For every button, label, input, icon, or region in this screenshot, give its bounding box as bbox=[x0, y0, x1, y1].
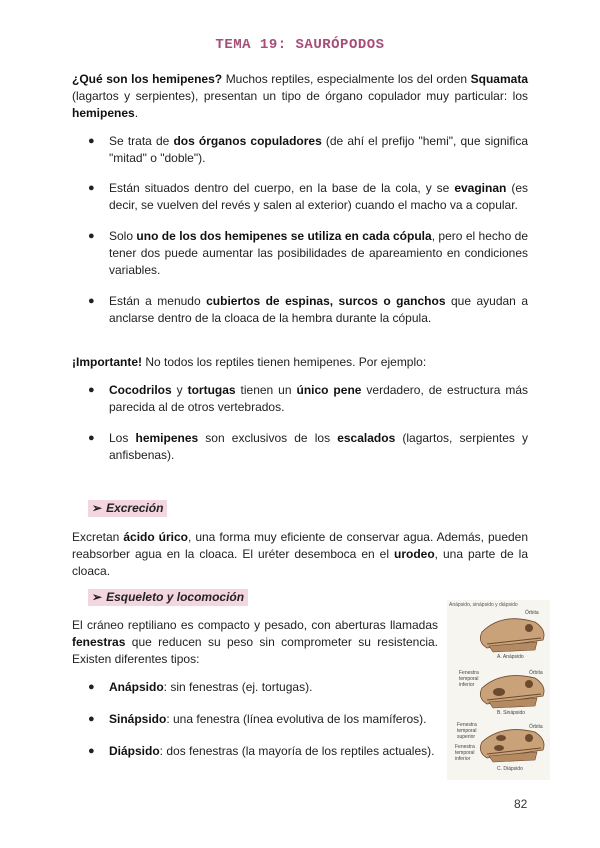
bullet-text: Se trata de bbox=[109, 134, 174, 148]
body-text: , una forma muy eficiente de conservar agua. Además, pueden reabsorber agua en la cloaca. El uréter desemboca en el bbox=[72, 530, 529, 561]
list-item bbox=[90, 293, 528, 327]
bullet-bold: Diápsido bbox=[109, 744, 160, 758]
figure-label: Fenestra temporal inferior bbox=[459, 670, 479, 688]
list-item bbox=[90, 382, 528, 416]
bullet-icon: ● bbox=[88, 182, 95, 194]
bullet-text: y bbox=[171, 383, 188, 397]
body-bold: urodeo bbox=[394, 547, 435, 561]
body-text: que reducen su peso sin comprometer su resistencia. Existen diferentes tipos: bbox=[72, 635, 438, 666]
bullet-icon: ● bbox=[88, 681, 95, 693]
bullet-text: Los bbox=[109, 431, 136, 445]
list-item bbox=[90, 711, 440, 728]
figure-label: Fenestra temporal inferior bbox=[455, 744, 475, 762]
bullet-icon: ● bbox=[88, 432, 95, 444]
bullet-text: Están situados dentro del cuerpo, en la base de la cola, y se bbox=[109, 181, 455, 195]
bullet-text: (lagartos, serpientes y anfisbenas). bbox=[109, 431, 529, 462]
anapsid-skull bbox=[480, 619, 544, 652]
bullet-bold: tortugas bbox=[187, 383, 236, 397]
body-text: El cráneo reptiliano es compacto y pesado, con aberturas llamadas bbox=[72, 618, 438, 632]
bullet-bold: uno de los dos hemipenes se utiliza en cada cópula bbox=[136, 229, 432, 243]
list-item bbox=[90, 679, 440, 696]
bullet-text: tienen un bbox=[235, 383, 297, 397]
figure-label: A. Anápsido bbox=[497, 654, 524, 660]
figure-label: C. Diápsido bbox=[497, 766, 523, 772]
arrow-icon: ➢ bbox=[92, 590, 103, 604]
bullet-text: : dos fenestras (la mayoría de los reptiles actuales). bbox=[159, 744, 435, 758]
bullet-icon: ● bbox=[88, 713, 95, 725]
list-item bbox=[90, 180, 528, 214]
page-title: TEMA 19: SAURÓPODOS bbox=[215, 37, 385, 53]
important-paragraph bbox=[72, 354, 528, 371]
figure-label: B. Sinápsido bbox=[497, 710, 526, 716]
section-label: Excreción bbox=[106, 501, 164, 515]
synapsid-skull bbox=[480, 676, 544, 708]
bullet-text: son exclusivos de los bbox=[198, 431, 338, 445]
bullet-bold: evaginan bbox=[454, 181, 507, 195]
arrow-icon: ➢ bbox=[92, 501, 103, 515]
body-text: Excretan bbox=[72, 530, 124, 544]
bullet-icon: ● bbox=[88, 230, 95, 242]
intro-text-3: . bbox=[134, 106, 139, 120]
bullet-text: (de ahí el prefijo "hemi", que significa "mitad" o "doble"). bbox=[109, 134, 528, 165]
figure-title: Anápsido, sinápsido y diápsido bbox=[449, 602, 518, 608]
figure-label: Órbita bbox=[525, 610, 539, 616]
section-label: Esqueleto y locomoción bbox=[106, 590, 245, 604]
bullet-icon: ● bbox=[88, 745, 95, 757]
list-item bbox=[90, 133, 528, 167]
bullet-icon: ● bbox=[88, 295, 95, 307]
list-item bbox=[90, 743, 440, 760]
intro-text-1: Muchos reptiles, especialmente los del orden bbox=[222, 72, 471, 86]
bullet-text: que ayudan a anclarse dentro de la cloaca de la hembra durante la cópula. bbox=[109, 294, 528, 325]
bullet-bold: Sinápsido bbox=[109, 712, 167, 726]
bullet-bold: único pene bbox=[296, 383, 362, 397]
bullet-text: , pero el hecho de tener dos puede aumentar las posibilidades de apareamiento en condiciones variables. bbox=[109, 229, 528, 277]
page-number: 82 bbox=[514, 797, 528, 811]
bullet-bold: hemipenes bbox=[135, 431, 199, 445]
bullet-bold: escalados bbox=[337, 431, 396, 445]
bullet-icon: ● bbox=[88, 135, 95, 147]
bullet-text: verdadero, de estructura más parecida al de otros vertebrados. bbox=[109, 383, 529, 414]
body-bold: ácido úrico bbox=[123, 530, 189, 544]
intro-term: hemipenes bbox=[72, 106, 135, 120]
important-lead: ¡Importante! bbox=[72, 355, 142, 369]
intro-order: Squamata bbox=[470, 72, 528, 86]
intro-paragraph bbox=[72, 71, 528, 122]
intro-question: ¿Qué son los hemipenes? bbox=[72, 72, 223, 86]
important-text: No todos los reptiles tienen hemipenes. Por ejemplo: bbox=[142, 355, 427, 369]
excretion-paragraph bbox=[72, 529, 528, 580]
bullet-bold: Cocodrilos bbox=[109, 383, 172, 397]
figure-label: Órbita bbox=[529, 670, 543, 676]
body-text: , una parte de la cloaca. bbox=[72, 547, 528, 578]
bullet-text: (es decir, se vuelven del revés y salen al exterior) cuando el macho va a copular. bbox=[109, 181, 528, 212]
skeleton-paragraph bbox=[72, 617, 438, 668]
bullet-icon: ● bbox=[88, 384, 95, 396]
list-item bbox=[90, 430, 528, 464]
intro-text-2: (lagartos y serpientes), presentan un tipo de órgano copulador muy particular: los bbox=[72, 89, 528, 103]
bullet-text: Solo bbox=[109, 229, 137, 243]
section-heading-excrecion bbox=[88, 500, 167, 517]
figure-label: Fenestra temporal superior bbox=[457, 722, 477, 740]
list-item bbox=[90, 228, 528, 279]
section-heading-esqueleto bbox=[88, 589, 248, 606]
body-bold: fenestras bbox=[72, 635, 126, 649]
bullet-bold: cubiertos de espinas, surcos o ganchos bbox=[206, 294, 446, 308]
figure-label: Órbita bbox=[529, 724, 543, 730]
bullet-text: : sin fenestras (ej. tortugas). bbox=[163, 680, 313, 694]
bullet-text: Están a menudo bbox=[109, 294, 207, 308]
bullet-text: : una fenestra (línea evolutiva de los mamíferos). bbox=[166, 712, 427, 726]
bullet-bold: Anápsido bbox=[109, 680, 164, 694]
bullet-bold: dos órganos copuladores bbox=[173, 134, 322, 148]
diapsid-skull bbox=[480, 730, 544, 762]
skull-types-figure bbox=[447, 600, 550, 780]
